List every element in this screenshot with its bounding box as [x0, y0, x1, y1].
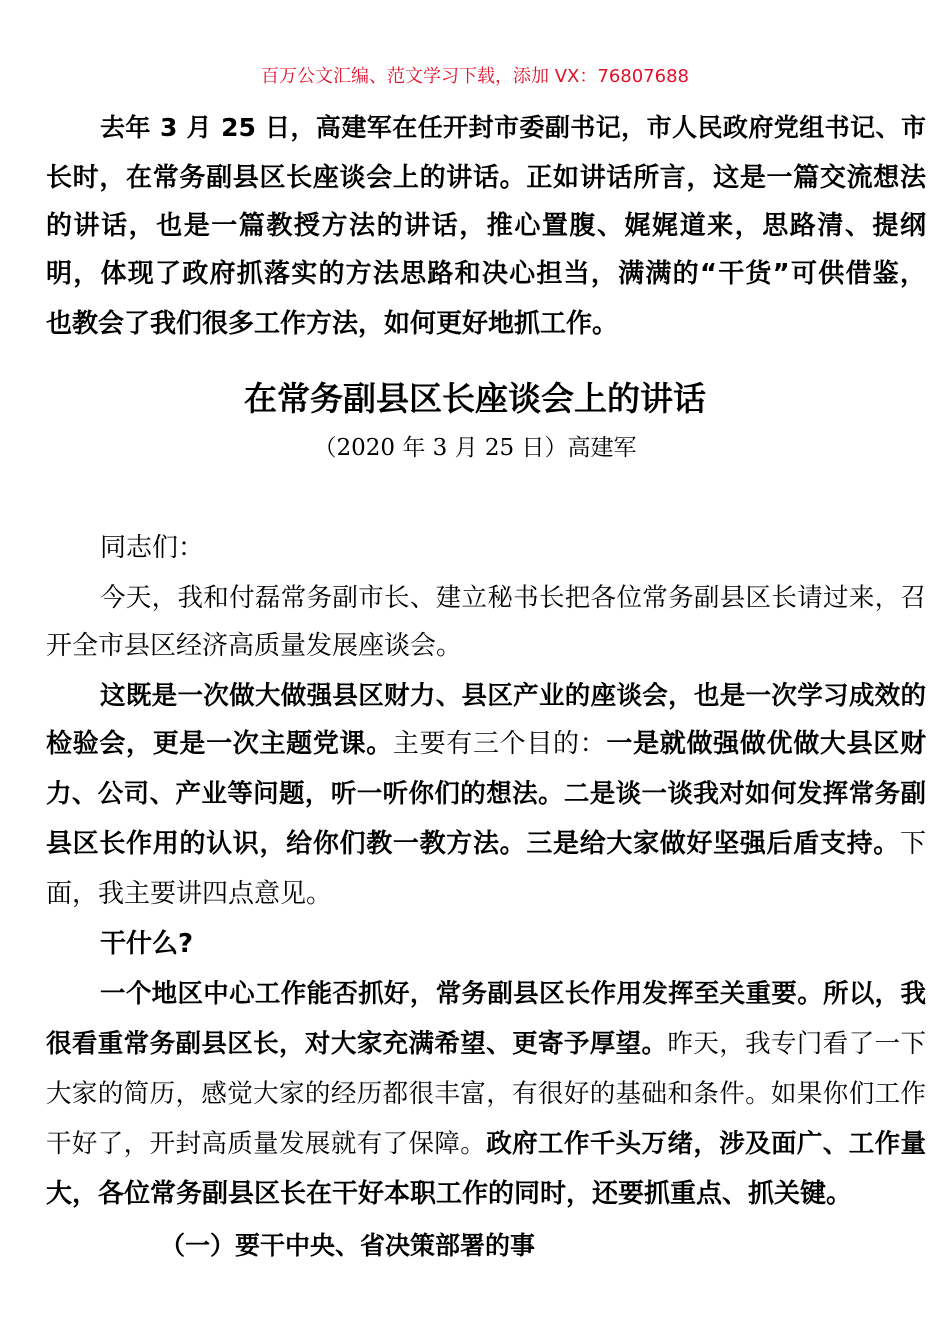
- greeting: 同志们：: [100, 533, 205, 563]
- paragraph-3-line-2: [46, 1026, 926, 1062]
- intro-line-4: 明，体现了政府抓落实的方法思路和决心担当，满满的“干货”可供借鉴，: [46, 259, 926, 289]
- paragraph-3-line-5: 大，各位常务副县区长在干好本职工作的同时，还要抓重点、抓关键。: [46, 1179, 853, 1209]
- paragraph-3-line-3: 大家的简历，感觉大家的经历都很丰富，有很好的基础和条件。如果你们工作: [46, 1079, 926, 1109]
- paragraph-2-line-3: 力、公司、产业等问题，听一听你们的想法。二是谈一谈我对如何发挥常务副: [46, 779, 926, 809]
- paragraph-2-bold-b: 一是就做强做优做大县区财: [606, 729, 926, 759]
- heading-what-to-do: 干什么?: [100, 929, 194, 959]
- paragraph-2-line-4: [46, 826, 926, 862]
- paragraph-3-normal-a: 昨天，我专门看了一下: [667, 1029, 926, 1059]
- paragraph-3-bold-a: 很看重常务副县区长，对大家充满希望、更寄予厚望。: [46, 1029, 668, 1059]
- paragraph-1-line-1: 今天，我和付磊常务副市长、建立秘书长把各位常务副县区长请过来，召: [100, 583, 926, 613]
- paragraph-3-line-4: [46, 1126, 926, 1162]
- paragraph-2-bold-c: 县区长作用的认识，给你们教一教方法。三是给大家做好坚强后盾支持。: [46, 829, 900, 859]
- speech-title: 在常务副县区长座谈会上的讲话: [244, 379, 706, 418]
- paragraph-3-bold-b: 政府工作千头万绪，涉及面广、工作量: [486, 1129, 926, 1159]
- paragraph-2-normal-b: 下: [899, 829, 926, 859]
- intro-line-3: 的讲话，也是一篇教授方法的讲话，推心置腹、娓娓道来，思路清、提纲: [46, 211, 926, 241]
- paragraph-3-line-1: 一个地区中心工作能否抓好，常务副县区长作用发挥至关重要。所以，我: [100, 979, 926, 1009]
- paragraph-2-line-2: [46, 726, 926, 762]
- watermark-banner: 百万公文汇编、范文学习下载，添加 VX：76807688: [261, 66, 689, 87]
- intro-line-5: 也教会了我们很多工作方法，如何更好地抓工作。: [46, 309, 619, 339]
- intro-line-2: 长时，在常务副县区长座谈会上的讲话。正如讲话所言，这是一篇交流想法: [46, 163, 926, 193]
- paragraph-1-line-2: 开全市县区经济高质量发展座谈会。: [46, 631, 463, 661]
- intro-line-1: 去年 3 月 25 日，高建军在任开封市委副书记，市人民政府党组书记、市: [100, 113, 926, 142]
- paragraph-2-normal-a: 主要有三个目的：: [392, 729, 607, 759]
- paragraph-3-normal-b: 干好了，开封高质量发展就有了保障。: [46, 1129, 487, 1159]
- paragraph-2-bold-a: 检验会，更是一次主题党课。: [46, 729, 393, 759]
- section-heading-1: （一）要干中央、省决策部署的事: [160, 1231, 536, 1260]
- paragraph-2-line-1: 这既是一次做大做强县区财力、县区产业的座谈会，也是一次学习成效的: [100, 681, 926, 711]
- speech-subtitle: （2020 年 3 月 25 日）高建军: [313, 435, 637, 461]
- paragraph-2-line-5: 面，我主要讲四点意见。: [46, 879, 333, 909]
